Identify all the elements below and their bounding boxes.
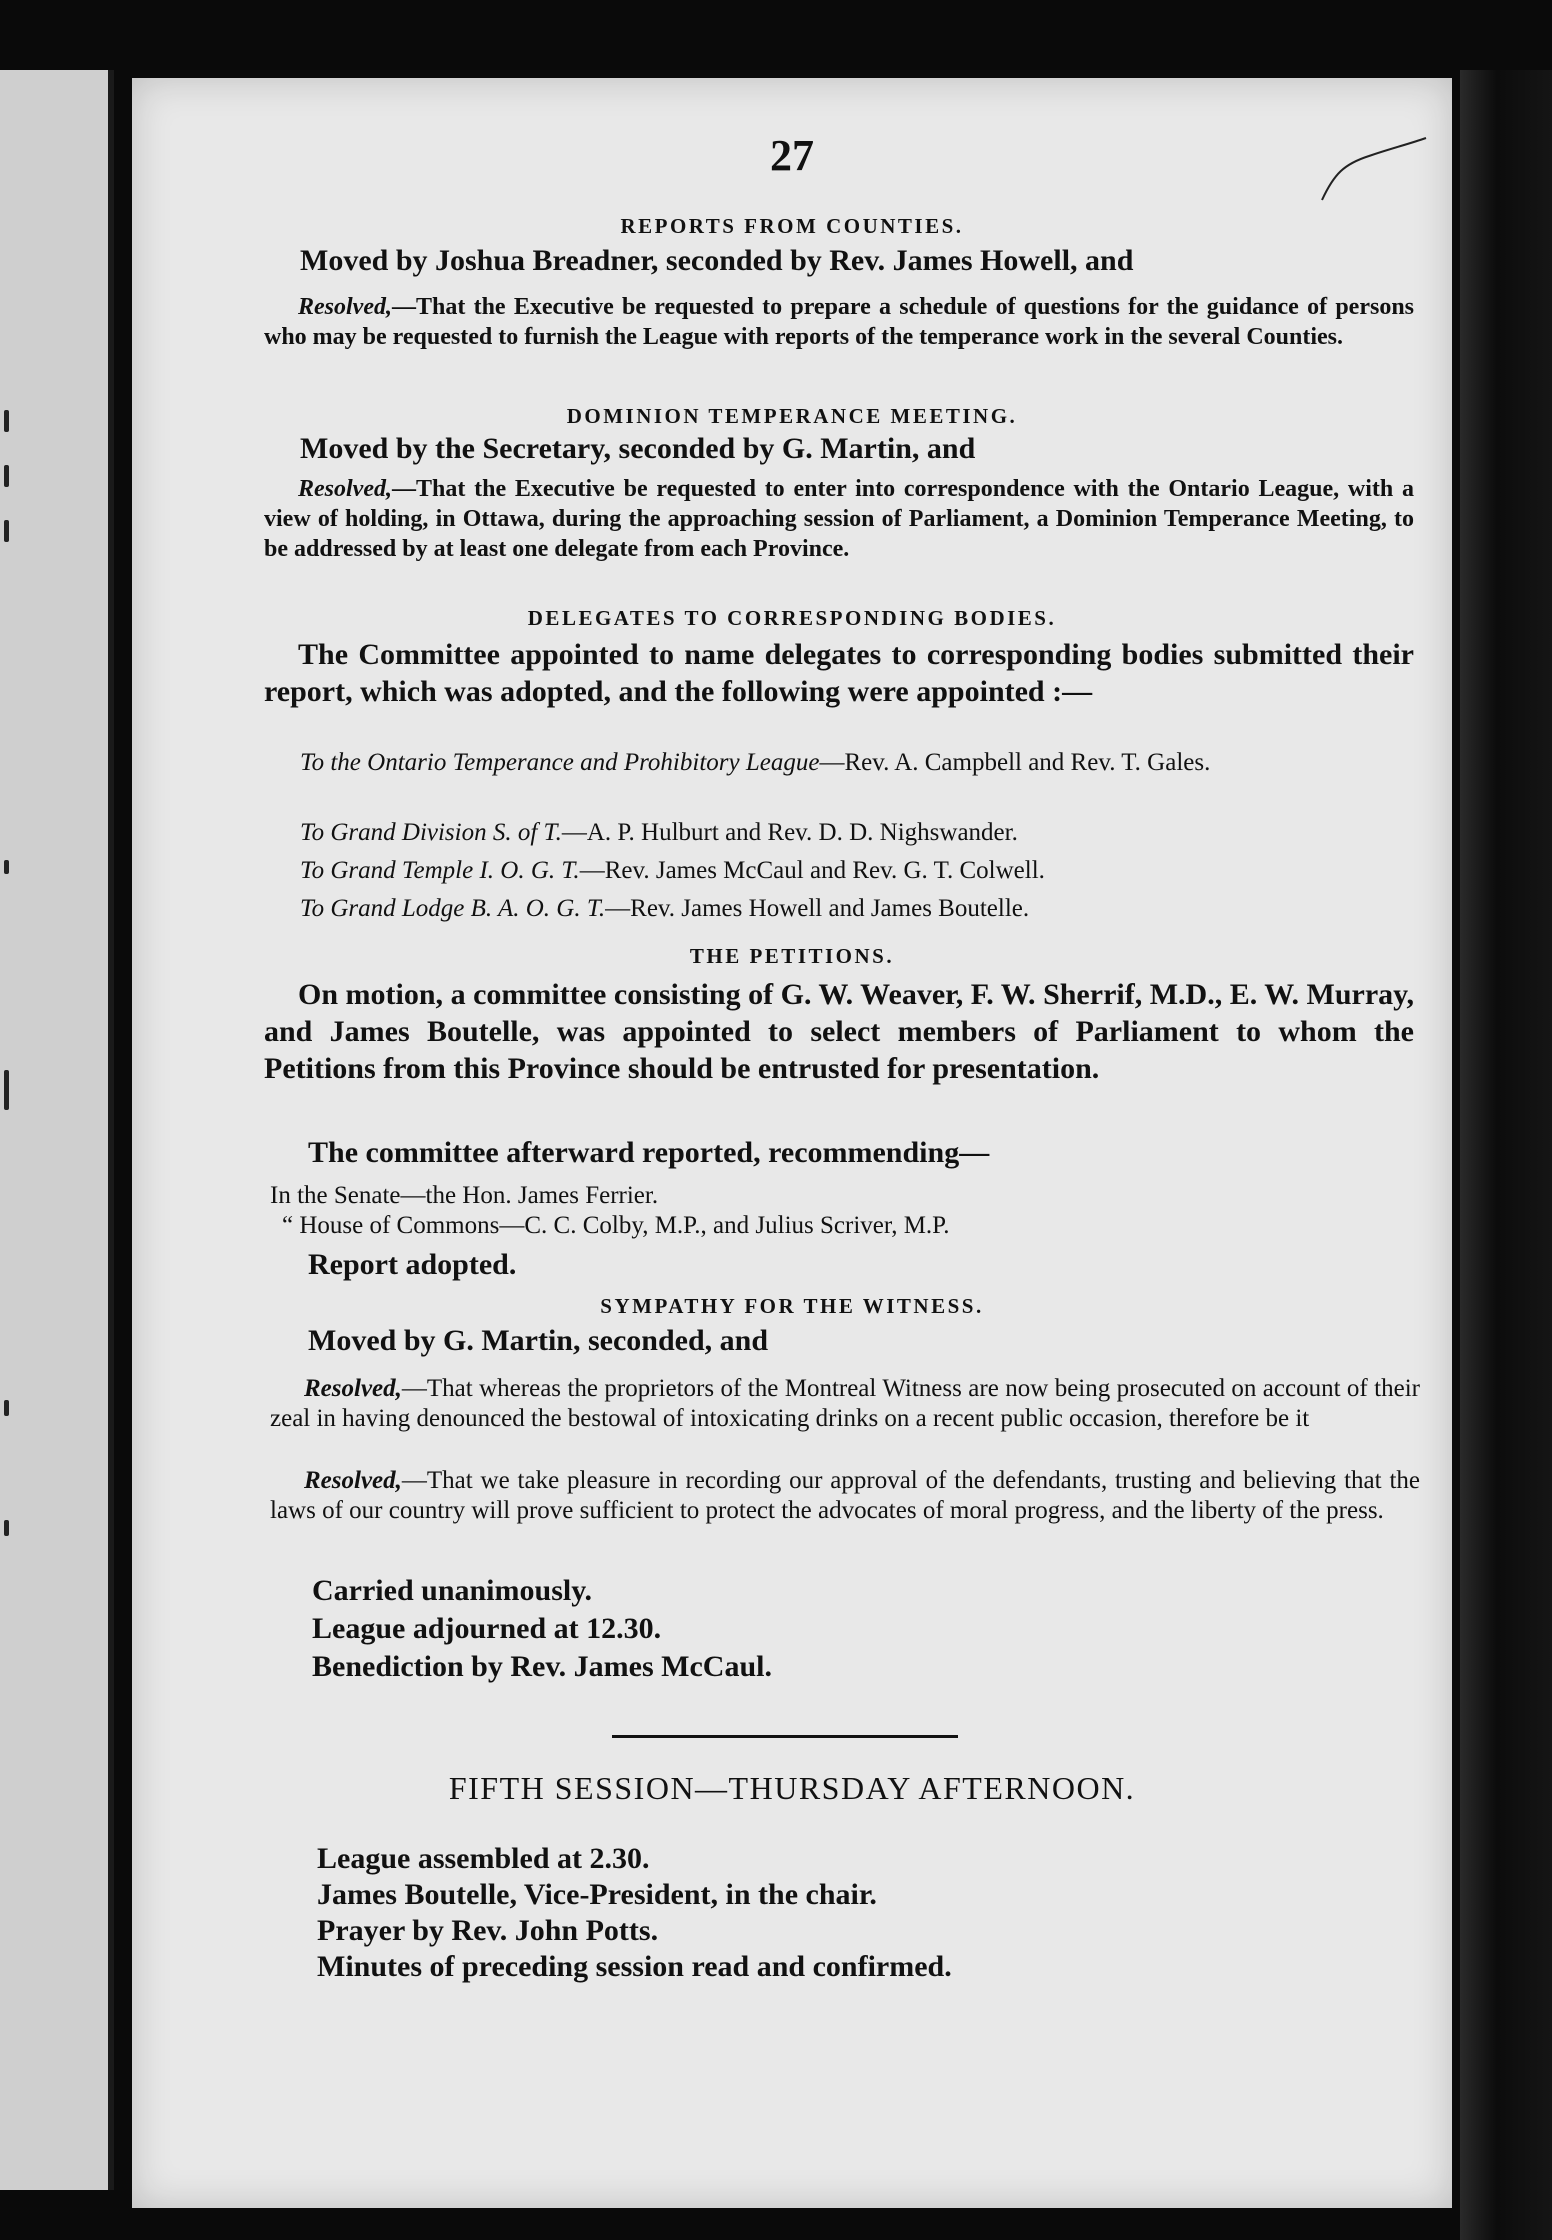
report-adopted: Report adopted. [308,1248,517,1281]
heading-delegates: DELEGATES TO CORRESPONDING BODIES. [527,606,1057,630]
motion-sympathy: Moved by G. Martin, seconded, and [308,1324,769,1357]
resolved-lead: Resolved, [304,1375,402,1402]
delegate-body: To Grand Division S. of T. [300,819,562,846]
sliver-mark [4,1520,9,1536]
delegate-body: To Grand Temple I. O. G. T. [300,857,580,884]
carried-unanimously: Carried unanimously. [312,1574,593,1607]
sliver-mark [4,1400,9,1416]
page-number: 27 [770,131,814,180]
resolution-reports [264,292,1414,352]
heading-reports-from-counties: REPORTS FROM COUNTIES. [620,214,964,238]
left-page-edge [0,70,114,2190]
resolution-sympathy-1 [270,1374,1420,1434]
delegate-names: —Rev. A. Campbell and Rev. T. Gales. [819,749,1211,776]
session-line: Minutes of preceding session read and confirmed. [317,1950,952,1983]
petitions-text: On motion, a committee consisting of G. W. Weaver, F. W. Sherrif, M.D., E. W. Murray, and James Boutelle, was appointed to select members of Parliament to whom the Petitions from this Province should be entrusted for presentation. [264,978,1414,1085]
delegate-body: To the Ontario Temperance and Prohibitory League [300,749,820,776]
resolved-lead: Resolved, [298,294,392,320]
commons-line: “ House of Commons—C. C. Colby, M.P., and Julius Scriver, M.P. [282,1212,950,1239]
delegate-item [300,818,1420,848]
delegate-item [300,856,1420,886]
resolution-text: —That we take pleasure in recording our approval of the defendants, trusting and believing that the laws of our country will prove sufficient to protect the advocates of moral progress, and the liberty of the press. [270,1467,1420,1524]
heading-petitions: THE PETITIONS. [689,944,895,968]
resolution-text: —That the Executive be requested to enter into correspondence with the Ontario League, with a view of holding, in Ottawa, during the approaching session of Parliament, a Dominion Temperance Meeting, to be addressed by at least one delegate from each Province. [264,476,1414,562]
delegate-names: —Rev. James Howell and James Boutelle. [605,895,1030,922]
resolution-text: —That whereas the proprietors of the Montreal Witness are now being prosecuted on account of their zeal in having denounced the bestowal of intoxicating drinks on a recent public occasion, therefore be it [270,1375,1420,1432]
delegate-body: To Grand Lodge B. A. O. G. T. [300,895,606,922]
delegate-names: —Rev. James McCaul and Rev. G. T. Colwell. [579,857,1045,884]
heading-sympathy: SYMPATHY FOR THE WITNESS. [600,1294,984,1318]
resolution-text: —That the Executive be requested to prepare a schedule of questions for the guidance of persons who may be requested to furnish the League with reports of the temperance work in the several Counties. [264,294,1414,350]
sliver-mark [4,410,9,432]
league-adjourned: League adjourned at 12.30. [312,1612,662,1645]
delegate-item [300,894,1420,924]
sliver-mark [4,860,9,874]
delegate-item [300,748,1420,778]
session-line: James Boutelle, Vice-President, in the chair. [317,1878,877,1911]
sliver-mark [4,465,9,487]
session-line: League assembled at 2.30. [317,1842,650,1875]
delegate-names: —A. P. Hulburt and Rev. D. D. Nighswander. [561,819,1018,846]
session-title: FIFTH SESSION—THURSDAY AFTERNOON. [448,1770,1136,1806]
sliver-mark [4,1070,9,1110]
motion-dominion: Moved by the Secretary, seconded by G. Martin, and [300,432,976,465]
resolved-lead: Resolved, [304,1467,402,1494]
document-page [132,78,1452,2208]
book-binding [1460,70,1552,2240]
session-line: Prayer by Rev. John Potts. [317,1914,659,1947]
committee-reported: The committee afterward reported, recommending— [308,1136,990,1169]
motion-reports: Moved by Joshua Breadner, seconded by Rev. James Howell, and [300,244,1134,277]
resolution-sympathy-2 [270,1466,1420,1526]
section-divider [612,1735,958,1738]
resolution-dominion [264,474,1414,564]
resolved-lead: Resolved, [298,476,392,502]
heading-dominion-temperance-meeting: DOMINION TEMPERANCE MEETING. [566,404,1018,428]
delegates-intro: The Committee appointed to name delegates to corresponding bodies submitted their report, which was adopted, and the following were appointed :— [264,638,1414,708]
sliver-mark [4,520,9,542]
senate-line: In the Senate—the Hon. James Ferrier. [270,1182,659,1209]
benediction: Benediction by Rev. James McCaul. [312,1650,772,1683]
